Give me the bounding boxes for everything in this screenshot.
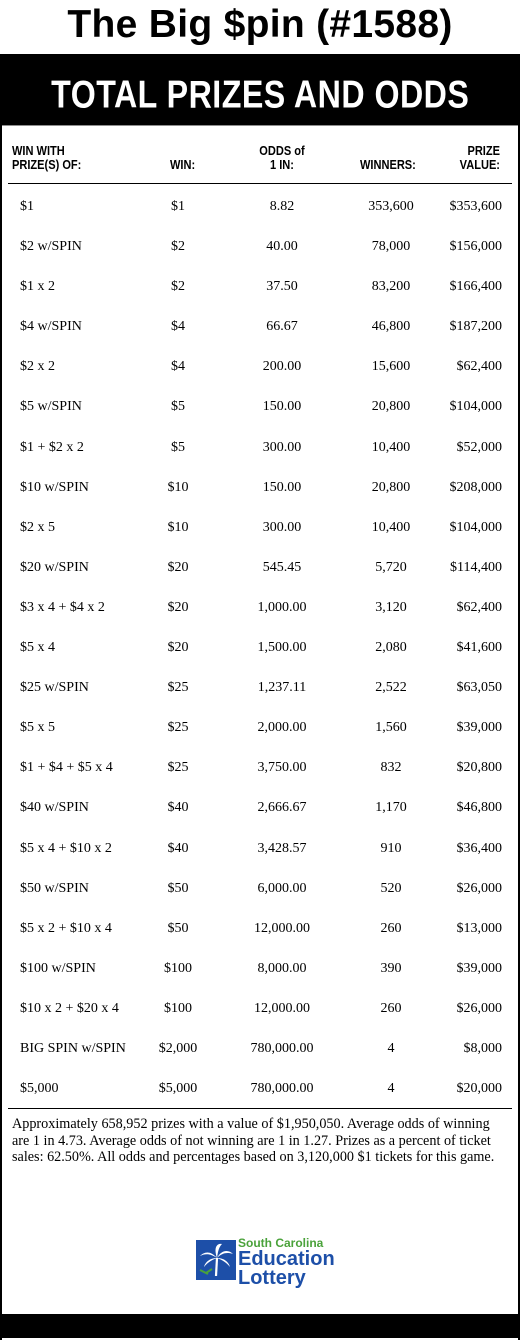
header-win-with	[12, 144, 81, 172]
cell-prize: BIG SPIN w/SPIN	[20, 1040, 126, 1056]
table-row	[2, 1031, 518, 1071]
footer-divider	[8, 1108, 512, 1109]
cell-win: $5	[171, 439, 185, 455]
cell-win: $100	[164, 1000, 192, 1016]
cell-win: $10	[167, 479, 189, 495]
cell-winners: 1,560	[375, 720, 407, 736]
cell-odds: 150.00	[262, 479, 302, 495]
cell-odds: 12,000.00	[254, 1000, 310, 1016]
cell-prize-value: $26,000	[456, 1000, 502, 1016]
cell-prize: $5 w/SPIN	[20, 399, 82, 415]
cell-winners: 1,170	[375, 800, 407, 816]
table-row	[2, 389, 518, 429]
table-body	[2, 189, 518, 1111]
cell-odds: 3,750.00	[257, 760, 307, 776]
cell-winners: 5,720	[375, 559, 407, 575]
cell-prize: $10 x 2 + $20 x 4	[20, 1000, 119, 1016]
cell-win: $5,000	[158, 1081, 198, 1097]
cell-odds: 37.50	[266, 279, 298, 295]
table-row	[2, 590, 518, 630]
cell-prize: $2 x 5	[20, 519, 55, 535]
bottom-bar	[0, 1314, 520, 1338]
cell-prize: $40 w/SPIN	[20, 800, 89, 816]
cell-prize-value: $20,000	[456, 1081, 502, 1097]
cell-prize-value: $156,000	[449, 239, 502, 255]
sc-education-lottery-logo	[196, 1236, 356, 1292]
cell-winners: 78,000	[371, 239, 411, 255]
cell-win: $5	[171, 399, 185, 415]
cell-odds: 200.00	[262, 359, 302, 375]
table-row	[2, 630, 518, 670]
header-winners: WINNERS:	[360, 157, 416, 172]
table-row	[2, 309, 518, 349]
cell-prize: $3 x 4 + $4 x 2	[20, 599, 105, 615]
footnote: Approximately 658,952 prizes with a value of $1,950,050. Average odds of winning are 1 in 4.73. Average odds of not winning are 1 in 1.27. Prizes as a percent of ticket sales: 62.50%. All odds and percentages based on 3,120,000 $1 tickets for this game.	[12, 1116, 495, 1165]
cell-prize: $1 + $2 x 2	[20, 439, 84, 455]
header-odds-line2: 1 IN:	[270, 157, 294, 172]
table-row	[2, 269, 518, 309]
table-row	[2, 470, 518, 510]
cell-prize-value: $52,000	[456, 439, 502, 455]
cell-winners: 15,600	[371, 359, 411, 375]
cell-winners: 910	[380, 840, 402, 856]
cell-prize-value: $114,400	[450, 559, 502, 575]
cell-odds: 1,500.00	[257, 640, 307, 656]
cell-win: $20	[167, 640, 189, 656]
cell-odds: 780,000.00	[250, 1081, 314, 1097]
cell-win: $25	[167, 720, 189, 736]
cell-win: $50	[167, 880, 189, 896]
logo-line3: Lottery	[238, 1267, 306, 1289]
prize-table-frame	[0, 54, 520, 1340]
cell-odds: 40.00	[266, 239, 298, 255]
table-row	[2, 670, 518, 710]
cell-winners: 520	[380, 880, 402, 896]
cell-prize-value: $36,400	[456, 840, 502, 856]
cell-odds: 3,428.57	[257, 840, 307, 856]
table-row	[2, 831, 518, 871]
table-row	[2, 750, 518, 790]
cell-winners: 20,800	[371, 399, 411, 415]
cell-prize-value: $104,000	[449, 519, 502, 535]
cell-prize-value: $8,000	[463, 1040, 502, 1056]
cell-odds: 2,666.67	[257, 800, 307, 816]
cell-win: $25	[167, 760, 189, 776]
header-prize-value-line1: PRIZE	[467, 143, 500, 158]
cell-prize: $5 x 4 + $10 x 2	[20, 840, 112, 856]
table-row	[2, 510, 518, 550]
cell-prize-value: $353,600	[449, 199, 502, 214]
cell-win: $100	[164, 960, 192, 976]
table-row	[2, 1071, 518, 1111]
cell-win: $25	[167, 680, 189, 696]
cell-prize: $25 w/SPIN	[20, 680, 89, 696]
cell-winners: 83,200	[371, 279, 411, 295]
cell-win: $1	[171, 199, 185, 214]
cell-prize: $10 w/SPIN	[20, 479, 89, 495]
cell-odds: 12,000.00	[254, 920, 310, 936]
cell-odds: 300.00	[262, 519, 302, 535]
cell-winners: 10,400	[371, 519, 411, 535]
table-row	[2, 550, 518, 590]
cell-winners: 3,120	[375, 599, 407, 615]
cell-odds: 1,000.00	[257, 599, 307, 615]
cell-prize-value: $187,200	[449, 319, 502, 335]
cell-winners: 260	[380, 1000, 402, 1016]
header-odds-line1: ODDS of	[259, 143, 305, 158]
cell-prize-value: $41,600	[456, 640, 502, 656]
cell-prize-value: $20,800	[456, 760, 502, 776]
cell-winners: 10,400	[371, 439, 411, 455]
table-row	[2, 790, 518, 830]
cell-odds: 8.82	[269, 199, 295, 214]
cell-winners: 390	[380, 960, 402, 976]
cell-winners: 20,800	[371, 479, 411, 495]
cell-win: $50	[167, 920, 189, 936]
header-odds	[248, 144, 316, 172]
cell-winners: 2,080	[375, 640, 407, 656]
cell-win: $4	[171, 359, 185, 375]
cell-prize-value: $39,000	[456, 720, 502, 736]
cell-win: $2	[171, 239, 185, 255]
cell-odds: 6,000.00	[257, 880, 307, 896]
cell-odds: 8,000.00	[257, 960, 307, 976]
cell-winners: 832	[380, 760, 402, 776]
table-row	[2, 349, 518, 389]
cell-prize-value: $62,400	[456, 359, 502, 375]
cell-prize: $1 + $4 + $5 x 4	[20, 760, 113, 776]
cell-winners: 46,800	[371, 319, 411, 335]
cell-odds: 1,237.11	[257, 680, 307, 696]
cell-prize: $5 x 2 + $10 x 4	[20, 920, 112, 936]
table-header	[2, 138, 518, 188]
header-prize-value	[451, 144, 500, 172]
logo-line2: Education	[238, 1248, 335, 1270]
cell-prize: $20 w/SPIN	[20, 559, 89, 575]
cell-winners: 260	[380, 920, 402, 936]
cell-prize-value: $39,000	[456, 960, 502, 976]
header-win-with-line1: WIN WITH	[12, 143, 65, 158]
cell-win: $40	[167, 840, 189, 856]
cell-prize: $2 x 2	[20, 359, 55, 375]
cell-prize-value: $13,000	[456, 920, 502, 936]
cell-winners: 4	[387, 1081, 395, 1097]
cell-winners: 2,522	[375, 680, 407, 696]
cell-prize: $5 x 4	[20, 640, 55, 656]
table-row	[2, 991, 518, 1031]
table-row	[2, 189, 518, 229]
page-title: The Big $pin (#1588)	[67, 3, 453, 46]
cell-win: $10	[167, 519, 189, 535]
cell-prize-value: $63,050	[456, 680, 502, 696]
cell-odds: 300.00	[262, 439, 302, 455]
cell-odds: 150.00	[262, 399, 302, 415]
cell-win: $2,000	[158, 1040, 198, 1056]
cell-win: $4	[171, 319, 185, 335]
cell-prize-value: $46,800	[456, 800, 502, 816]
cell-win: $40	[167, 800, 189, 816]
cell-win: $20	[167, 599, 189, 615]
header-divider	[8, 183, 512, 184]
cell-prize-value: $62,400	[456, 599, 502, 615]
table-row	[2, 951, 518, 991]
cell-prize-value: $26,000	[456, 880, 502, 896]
table-row	[2, 911, 518, 951]
table-row	[2, 871, 518, 911]
cell-prize: $50 w/SPIN	[20, 880, 89, 896]
cell-win: $20	[167, 559, 189, 575]
cell-win: $2	[171, 279, 185, 295]
banner	[2, 56, 518, 125]
cell-prize: $100 w/SPIN	[20, 960, 96, 976]
cell-prize: $5,000	[20, 1081, 59, 1097]
table-row	[2, 229, 518, 269]
cell-prize: $1	[20, 199, 34, 214]
cell-odds: 66.67	[266, 319, 298, 335]
cell-prize-value: $166,400	[449, 279, 502, 295]
logo-wordmark	[238, 1236, 335, 1288]
cell-prize: $2 w/SPIN	[20, 239, 82, 255]
cell-prize: $5 x 5	[20, 720, 55, 736]
logo-line1: South Carolina	[238, 1236, 324, 1250]
cell-winners: 353,600	[368, 199, 414, 214]
header-prize-value-line2: VALUE:	[459, 157, 500, 172]
table-row	[2, 430, 518, 470]
cell-prize-value: $208,000	[449, 479, 502, 495]
cell-odds: 2,000.00	[257, 720, 307, 736]
cell-odds: 545.45	[262, 559, 302, 575]
header-win-with-line2: PRIZE(S) OF:	[12, 157, 82, 172]
header-win: WIN:	[170, 157, 196, 172]
cell-prize: $1 x 2	[20, 279, 55, 295]
cell-prize: $4 w/SPIN	[20, 319, 82, 335]
palmetto-icon	[196, 1240, 236, 1280]
cell-odds: 780,000.00	[250, 1040, 314, 1056]
table-row	[2, 710, 518, 750]
banner-text: TOTAL PRIZES AND ODDS	[50, 72, 470, 117]
cell-prize-value: $104,000	[449, 399, 502, 415]
cell-winners: 4	[387, 1040, 395, 1056]
